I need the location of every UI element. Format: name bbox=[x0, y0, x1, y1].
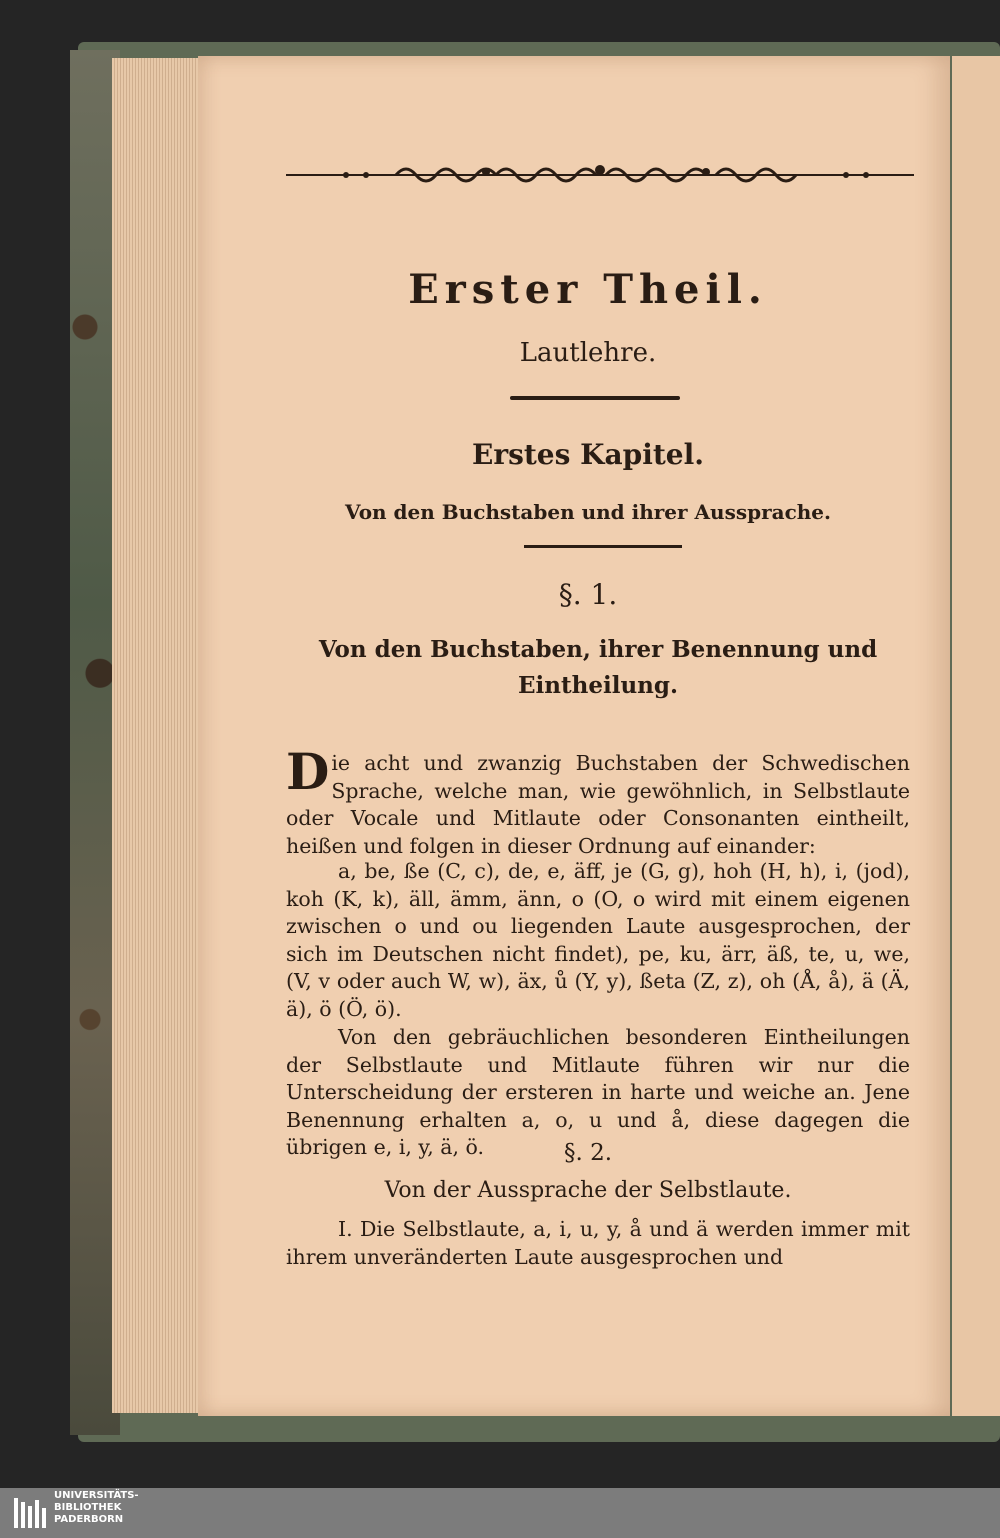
library-logo-icon bbox=[12, 1494, 50, 1532]
ornament-vignette bbox=[286, 160, 914, 190]
paragraph: I. Die Selbstlaute, a, i, u, y, å und ä werden immer mit ihrem unveränderten Laute ausgesprochen und bbox=[286, 1217, 910, 1269]
paragraph: a, be, ße (C, c), de, e, äff, je (G, g), hoh (H, h), i, (jod), koh (K, k), äll, ämm, änn, o (O, o wird mit einem eigenen zwischen o und ou liegenden Laute ausgesprochen, der sich im Deutschen nicht findet), pe, ku, ärr, äß, te, u, we, (V, v oder auch W, w), äx, ů (Y, y), ßeta (Z, z), oh (Å, å), ä (Ä, ä), ö (Ö, ö). bbox=[286, 859, 910, 1021]
part-subtitle: Lautlehre. bbox=[519, 338, 657, 368]
facing-page bbox=[952, 56, 1000, 1416]
drop-cap: D bbox=[286, 742, 330, 801]
book-page bbox=[198, 56, 950, 1416]
divider bbox=[524, 545, 682, 548]
section-title: Von den Buchstaben, ihrer Benennung und Eintheilung. bbox=[318, 636, 878, 699]
part-title: Erster Theil. bbox=[408, 266, 768, 313]
paragraph bbox=[286, 742, 910, 860]
section-title: Von der Aussprache der Selbstlaute. bbox=[384, 1178, 792, 1203]
footer-bar bbox=[0, 1488, 1000, 1538]
chapter-title: Erstes Kapitel. bbox=[472, 438, 704, 471]
section-number: §. 2. bbox=[563, 1140, 613, 1166]
paragraph: Von den gebräuchlichen besonderen Eintheilungen der Selbstlaute und Mitlaute führen wir nur die Unterscheidung der ersteren in harte und weiche an. Jene Benennung erhalten a, o, u und å, diese dagegen die übrigen e, i, y, ä, ö. bbox=[286, 1025, 910, 1160]
chapter-subtitle: Von den Buchstaben und ihrer Aussprache. bbox=[345, 500, 831, 524]
logo-line: BIBLIOTHEK bbox=[54, 1502, 122, 1513]
paragraph-text: ie acht und zwanzig Buchstaben der Schwedischen Sprache, welche man, wie gewöhnlich, in Selbstlaute oder Vocale und Mitlaute oder Consonanten eintheilt, heißen und folgen in dieser Ordnung auf einander: bbox=[286, 751, 910, 858]
logo-line: PADERBORN bbox=[54, 1514, 124, 1525]
divider bbox=[510, 396, 680, 400]
page-edges bbox=[112, 58, 207, 1413]
logo-line: UNIVERSITÄTS- bbox=[54, 1490, 139, 1501]
section-number: §. 1. bbox=[558, 578, 618, 611]
library-logo-text bbox=[54, 1490, 139, 1526]
